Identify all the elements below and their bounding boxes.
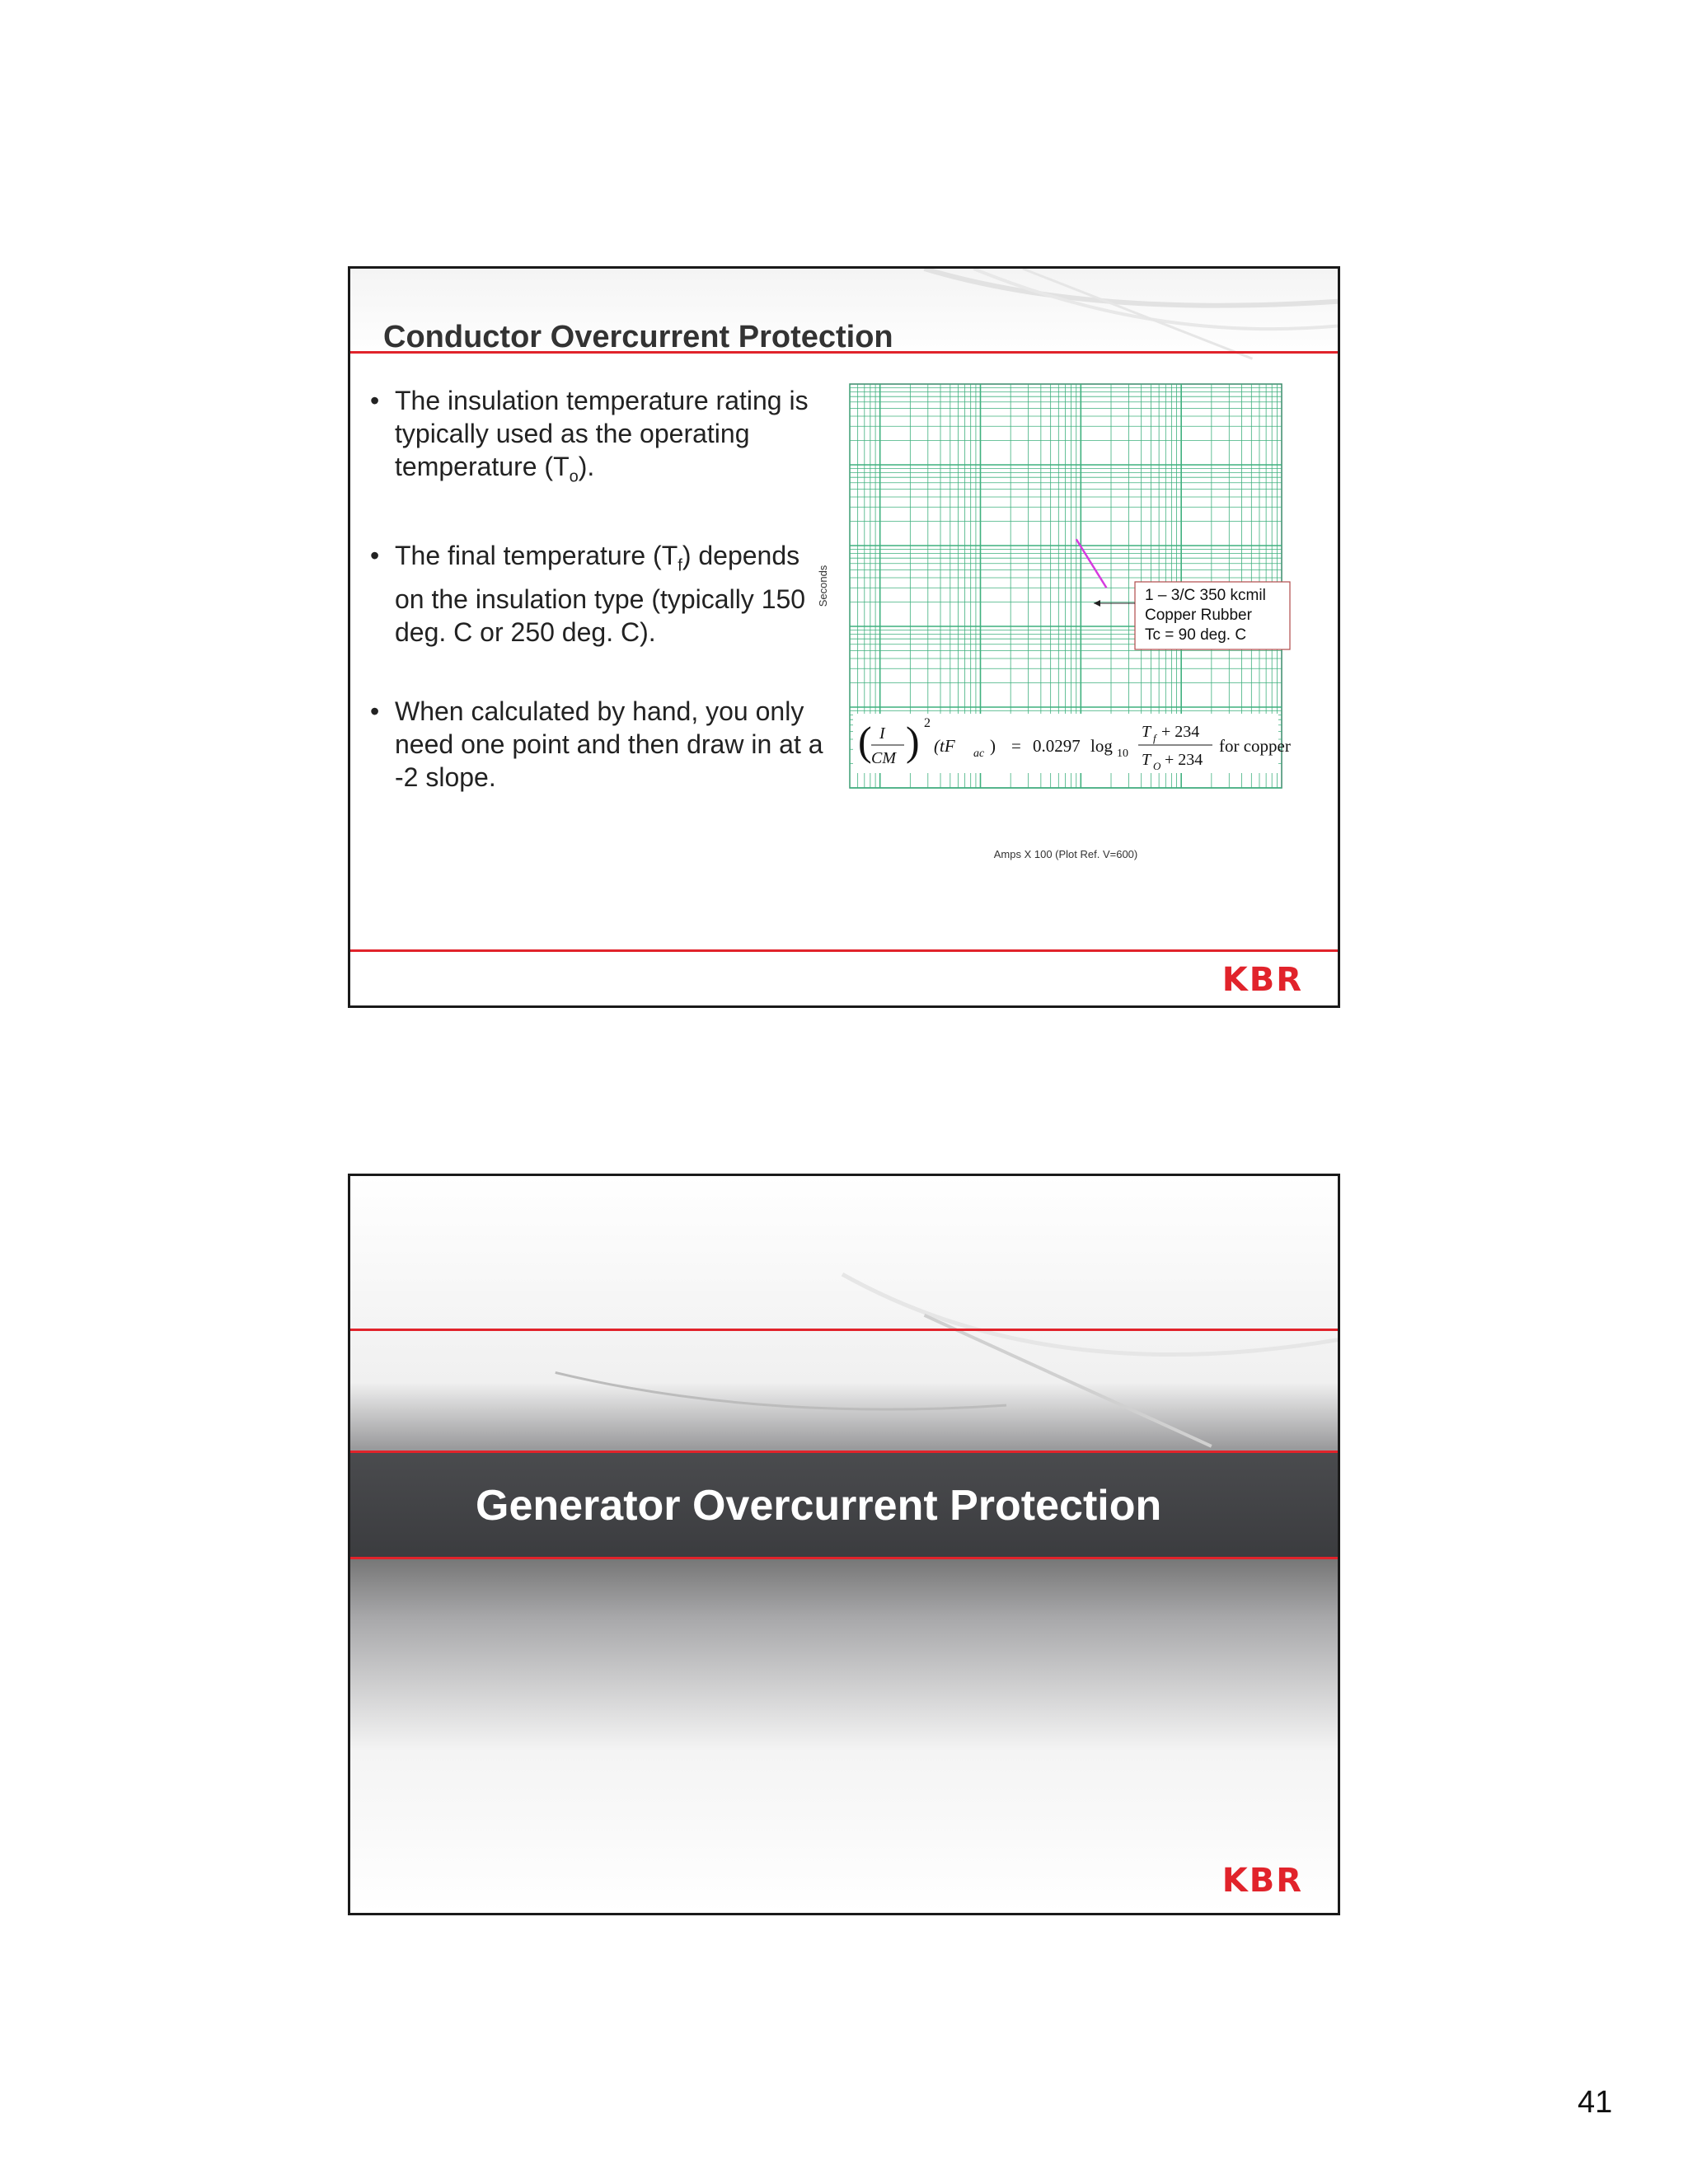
y-axis-label: Seconds	[817, 565, 829, 607]
formula-lhs-num: I	[879, 724, 885, 743]
kbr-logo: KBR	[1221, 961, 1303, 999]
formula-equals: =	[1011, 736, 1021, 756]
formula-num-sub: f	[1153, 732, 1156, 744]
bullet-1: • The insulation temperature rating is typically used as the operating temperature $(T_o)$.	[370, 386, 809, 486]
slide-title: Conductor Overcurrent Protection	[383, 320, 893, 354]
bullet-3: • When calculated by hand, you only need one point and then draw in at a -2 slope.	[370, 696, 823, 792]
formula-lhs-den: CM	[871, 749, 896, 767]
annotation-line: Tc = 90 deg. C	[1145, 626, 1247, 644]
x-axis-label: Amps X 100 (Plot Ref. V=600)	[993, 848, 1138, 860]
formula-log: log	[1090, 736, 1113, 756]
formula-mid: (tF	[934, 736, 955, 756]
band-top-rule	[350, 1451, 1338, 1453]
formula-exponent: 2	[924, 716, 931, 730]
slide-conductor-overcurrent	[348, 266, 1340, 1008]
page-number: 41	[1578, 2085, 1613, 2120]
band-bottom-rule	[350, 1557, 1338, 1559]
top-rule	[350, 1329, 1338, 1331]
time-current-chart	[812, 376, 1323, 870]
footer-rule	[350, 949, 1338, 952]
chart-svg	[812, 376, 1323, 870]
formula-log-sub: 10	[1117, 748, 1128, 760]
formula-den-sub: O	[1153, 760, 1161, 772]
formula-suffix: for copper	[1219, 736, 1291, 756]
slide-generator-overcurrent	[348, 1174, 1340, 1915]
formula-mid-end: )	[990, 736, 996, 756]
formula-coef: 0.0297	[1033, 736, 1081, 756]
annotation-line: 1 – 3/C 350 kcmil	[1145, 587, 1266, 604]
formula-den: T	[1142, 751, 1151, 769]
formula-num: T	[1142, 723, 1151, 741]
bullet-list	[365, 384, 827, 840]
formula-paren-close: )	[906, 718, 920, 764]
section-title: Generator Overcurrent Protection	[476, 1482, 1162, 1530]
bullet-2: • The final temperature $(T_f)$ depends on the insulation type (typically 150 deg. C or 250 deg. C).	[370, 541, 806, 647]
formula-mid-sub: ac	[973, 748, 985, 760]
formula-den-end: + 234	[1165, 751, 1203, 769]
kbr-logo: KBR	[1221, 1862, 1303, 1900]
formula-paren-open: (	[858, 718, 872, 764]
formula-num-end: + 234	[1161, 723, 1200, 741]
annotation-line: Copper Rubber	[1145, 607, 1252, 624]
